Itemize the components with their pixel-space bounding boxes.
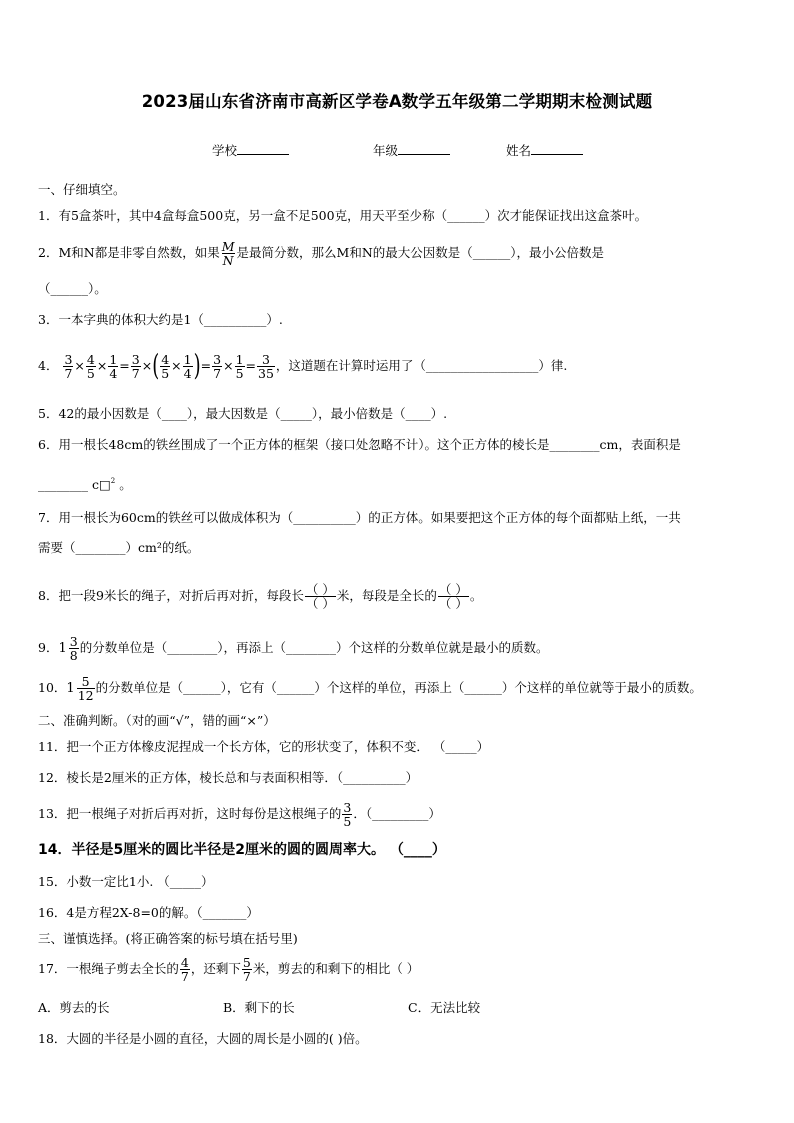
fraction: $\frac{3}{35}$ xyxy=(258,352,274,381)
fraction: $\frac{3}{5}$ xyxy=(343,800,352,829)
fraction: $\frac{3}{7}$ xyxy=(131,352,140,381)
fraction: $\frac{1}{4}$ xyxy=(109,352,118,381)
fraction: $\frac{5}{7}$ xyxy=(242,955,251,984)
option-a: A．剪去的长 xyxy=(38,1000,110,1015)
fraction: $\frac{4}{5}$ xyxy=(161,352,170,381)
question-16: 16．4是方程2X-8=0的解。（_______） xyxy=(38,905,259,920)
grade-field: 年级 xyxy=(373,141,450,159)
question-4: 4． $\frac{3}{7}$ × $\frac{4}{5}$ × $\frac{1}{4}$ = $\frac{3}{7}$ ×( $\frac{4}{5}$ × $\frac{1}{4}$ )= $\frac{3}{7}$ × $\frac{1}{5}$ = $\frac{3}{35}$ ，这道题在计算时运用了（__________________）律. xyxy=(38,348,568,383)
question-8: 8．把一段9米长的绳子，对折后再对折，每段长 $\frac{( )}{( )}$ 米，每段是全长的 $\frac{( )}{( )}$ 。 xyxy=(38,582,483,611)
question-9: 9． 1 $\frac{3}{8}$ 的分数单位是（________），再添上（________）个这样的分数单位就是最小的质数。 xyxy=(38,631,548,666)
section-3-heading: 三、谨慎选择。(将正确答案的标号填在括号里) xyxy=(38,931,298,946)
school-field: 学校 xyxy=(212,141,289,159)
mixed-number: 1 $\frac{5}{12}$ xyxy=(66,674,94,703)
question-3: 3．一本字典的体积大约是1（__________）. xyxy=(38,312,283,327)
mixed-number: 1 $\frac{3}{8}$ xyxy=(58,634,78,663)
question-5: 5．42的最小因数是（____），最大因数是（_____），最小倍数是（____）. xyxy=(38,406,448,421)
question-18: 18．大圆的半径是小圆的直径，大圆的周长是小圆的( )倍。 xyxy=(38,1031,368,1046)
question-11: 11．把一个正方体橡皮泥捏成一个长方体，它的形状变了，体积不变． （_____） xyxy=(38,739,490,754)
question-12: 12．棱长是2厘米的正方体，棱长总和与表面积相等．（__________） xyxy=(38,770,419,785)
fraction: $\frac{1}{4}$ xyxy=(183,352,192,381)
question-14: 14．半径是5厘米的圆比半径是2厘米的圆的圆周率大。 （____） xyxy=(38,842,446,858)
question-2-continued: （______）。 xyxy=(38,281,107,296)
question-6-continued: ________ c□$^2$ 。 xyxy=(38,477,132,492)
fraction: $\frac{3}{7}$ xyxy=(213,352,222,381)
question-10: 10． 1 $\frac{5}{12}$ 的分数单位是（______），它有（______）个这样的单位，再添上（______）个这样的单位就等于最小的质数。 xyxy=(38,671,702,706)
fraction: $\frac{3}{7}$ xyxy=(64,352,73,381)
question-15: 15．小数一定比1小. （_____） xyxy=(38,874,214,889)
fraction-m-over-n: $\frac{M}{N}$ xyxy=(221,239,235,268)
section-2-heading: 二、准确判断。（对的画“√”，错的画“×”） xyxy=(38,713,276,728)
fraction: $\frac{4}{7}$ xyxy=(180,955,189,984)
question-13: 13．把一根绳子对折后再对折，这时每份是这根绳子的 $\frac{3}{5}$ ．（_________） xyxy=(38,800,441,829)
page-title: 2023届山东省济南市高新区学卷A数学五年级第二学期期末检测试题 xyxy=(141,92,653,111)
blank-fraction: $\frac{( )}{( )}$ xyxy=(438,582,468,611)
question-2: 2．M和N都是非零自然数，如果 $\frac{M}{N}$ 是最简分数，那么M和N的最大公因数是（______），最小公倍数是 xyxy=(38,239,605,268)
question-6: 6．用一根长48cm的铁丝围成了一个正方体的框架（接口处忽略不计）。这个正方体的棱长是________cm，表面积是 xyxy=(38,437,681,452)
question-17: 17．一根绳子剪去全长的 $\frac{4}{7}$ ，还剩下 $\frac{5}{7}$ 米，剪去的和剩下的相比（ ） xyxy=(38,955,420,984)
fraction: $\frac{4}{5}$ xyxy=(86,352,95,381)
option-c: C．无法比较 xyxy=(408,1000,481,1015)
section-1-heading: 一、仔细填空。 xyxy=(38,182,126,197)
question-1: 1．有5盒茶叶，其中4盒每盒500克，另一盒不足500克，用天平至少称（______）次才能保证找出这盒茶叶。 xyxy=(38,208,648,223)
blank-fraction: $\frac{( )}{( )}$ xyxy=(305,582,335,611)
question-7-continued: 需要（________）cm²的纸。 xyxy=(38,540,200,555)
missing-glyph-box: □ xyxy=(98,477,111,492)
question-7: 7．用一根长为60cm的铁丝可以做成体积为（__________）的正方体。如果要把这个正方体的每个面都贴上纸，一共 xyxy=(38,510,681,525)
name-field: 姓名 xyxy=(506,141,583,159)
fraction: $\frac{1}{5}$ xyxy=(235,352,244,381)
option-b: B．剩下的长 xyxy=(223,1000,295,1015)
